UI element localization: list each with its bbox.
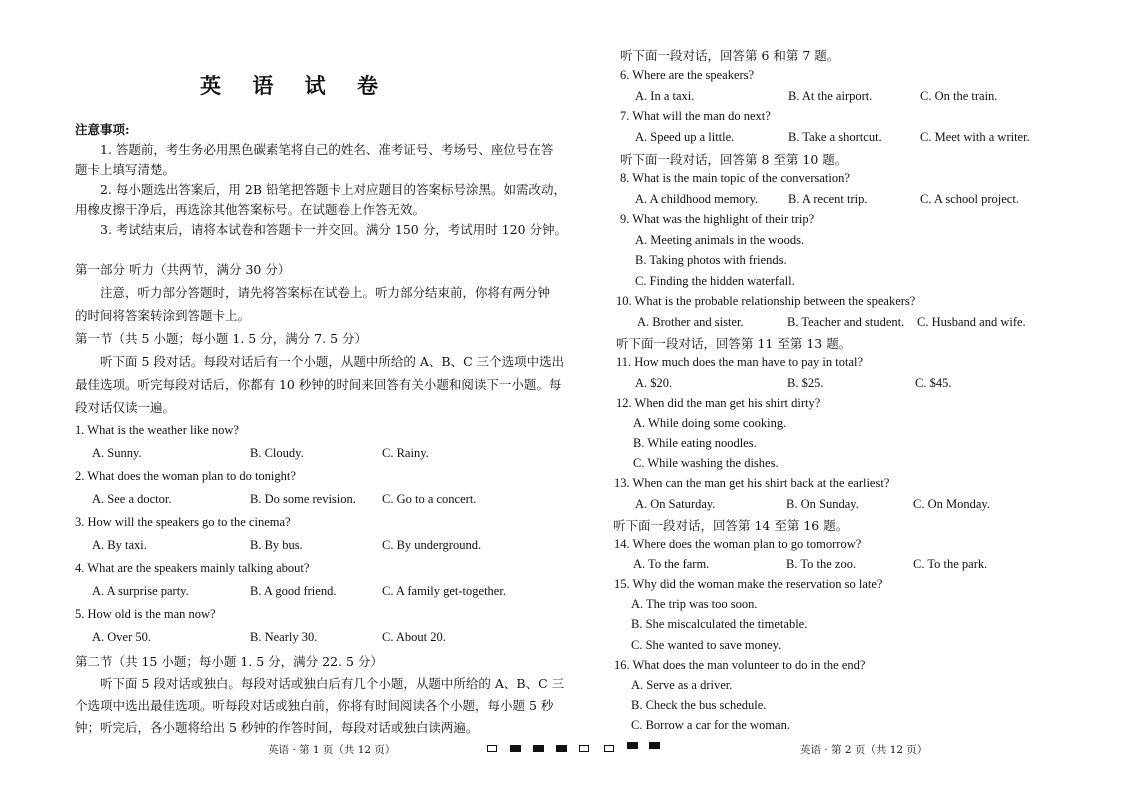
question-text: 11. How much does the man have to pay in total? [616,355,864,369]
scan-mark [579,745,589,752]
option-c: C. Meet with a writer. [920,130,1030,144]
option-c: C. A school project. [920,192,1019,206]
option-c: C. A family get-together. [382,584,506,598]
option-a: A. Over 50. [92,630,152,644]
page-footer-left: 英语 · 第 1 页（共 12 页） [268,744,396,756]
option-b: B. To the zoo. [786,557,857,571]
option-a: A. A childhood memory. [635,192,759,206]
option-c: C. To the park. [913,557,988,571]
question-text: 14. Where does the woman plan to go tomorrow? [614,537,862,551]
section1-instruction-c: 段对话仅读一遍。 [75,400,176,415]
lead-q11-13: 听下面一段对话，回答第 11 至第 13 题。 [616,336,852,351]
question-text: 9. What was the highlight of their trip? [620,212,815,226]
section1-instruction-b: 最佳选项。听完每段对话后，你都有 10 秒钟的时间来回答有关小题和阅读下一小题。每 [75,377,562,392]
option-c: C. On the train. [920,89,998,103]
lead-q8-10: 听下面一段对话，回答第 8 至第 10 题。 [620,152,848,167]
option-a: A. See a doctor. [92,492,172,506]
section2-heading: 第二节（共 15 小题；每小题 1. 5 分，满分 22. 5 分） [75,654,383,669]
question-text: 12. When did the man get his shirt dirty? [616,396,821,410]
option-b: B. Take a shortcut. [788,130,882,144]
question-text: 13. When can the man get his shirt back at the earliest? [614,476,890,490]
page-footer-right: 英语 · 第 2 页（共 12 页） [800,744,928,756]
option-a: A. On Saturday. [635,497,716,511]
lead-q6-7: 听下面一段对话，回答第 6 和第 7 题。 [620,48,840,63]
option-c: C. By underground. [382,538,482,552]
option-c: C. While washing the dishes. [633,456,779,470]
option-b: B. On Sunday. [786,497,859,511]
option-b: B. $25. [787,376,824,390]
question-text: 1. What is the weather like now? [75,423,239,437]
option-c: C. Finding the hidden waterfall. [635,274,795,288]
option-a: A. Serve as a driver. [631,678,733,692]
option-c: C. Go to a concert. [382,492,477,506]
section2-instruction-c: 钟；听完后，各小题将给出 5 秒钟的作答时间，每段对话或独白读两遍。 [75,720,479,735]
option-a: A. While doing some cooking. [633,416,787,430]
question-text: 4. What are the speakers mainly talking about? [75,561,310,575]
option-b: B. Cloudy. [250,446,304,460]
option-c: C. About 20. [382,630,446,644]
option-c: C. Borrow a car for the woman. [631,718,790,732]
question-text: 16. What does the man volunteer to do in the end? [614,658,866,672]
option-c: C. On Monday. [913,497,990,511]
option-a: A. The trip was too soon. [631,597,758,611]
notice-item-1b: 题卡上填写清楚。 [75,162,176,177]
part1-intro-a: 注意，听力部分答题时，请先将答案标在试卷上。听力部分结束前，你将有两分钟 [100,285,551,300]
option-c: C. Husband and wife. [917,315,1026,329]
notice-section [75,120,568,240]
notice-item-2b: 用橡皮擦干净后，再选涂其他答案标号。在试题卷上作答无效。 [75,202,426,217]
scan-mark [510,745,521,752]
notice-item-1a: 1. 答题前，考生务必用黑色碳素笔将自己的姓名、准考证号、考场号、座位号在答 [100,142,554,157]
lead-q14-16: 听下面一段对话，回答第 14 至第 16 题。 [613,518,849,533]
option-b: B. By bus. [250,538,303,552]
option-a: A. Brother and sister. [637,315,744,329]
option-a: A. A surprise party. [92,584,189,598]
question-text: 7. What will the man do next? [620,109,771,123]
scan-mark [533,745,544,752]
option-b: B. While eating noodles. [633,436,757,450]
scan-mark [556,745,567,752]
section1-instruction-a: 听下面 5 段对话。每段对话后有一个小题，从题中所给的 A、B、C 三个选项中选出 [100,354,565,369]
scan-mark [487,745,497,752]
option-b: B. Nearly 30. [250,630,318,644]
question-text: 6. Where are the speakers? [620,68,755,82]
option-b: B. At the airport. [788,89,873,103]
part1-section [75,259,565,419]
option-a: A. Speed up a little. [635,130,735,144]
option-b: B. A recent trip. [788,192,868,206]
option-b: B. She miscalculated the timetable. [631,617,808,631]
option-a: A. Meeting animals in the woods. [635,233,805,247]
option-b: B. Teacher and student. [787,315,905,329]
option-b: B. A good friend. [250,584,337,598]
question-text: 5. How old is the man now? [75,607,216,621]
part1-heading: 第一部分 听力（共两节，满分 30 分） [75,262,291,277]
question-text: 10. What is the probable relationship between the speakers? [616,294,916,308]
section2-instruction-a: 听下面 5 段对话或独白。每段对话或独白后有几个小题，从题中所给的 A、B、C 三 [100,676,565,691]
question-text: 8. What is the main topic of the conversation? [620,171,850,185]
section2-intro [75,651,565,739]
part1-intro-b: 的时间将答案转涂到答题卡上。 [75,308,251,323]
option-c: C. $45. [915,376,952,390]
page-right [590,0,1123,794]
option-a: A. Sunny. [92,446,142,460]
section2-instruction-b: 个选项中选出最佳选项。听每段对话或独白前，你将有时间阅读各个小题，每小题 5 秒 [75,698,554,713]
notice-item-3: 3. 考试结束后，请将本试卷和答题卡一并交回。满分 150 分，考试用时 120 分钟。 [100,222,568,237]
option-b: B. Do some revision. [250,492,356,506]
option-a: A. In a taxi. [635,89,695,103]
option-c: C. She wanted to save money. [631,638,782,652]
page-title: 英 语 试 卷 [200,73,390,98]
option-a: A. By taxi. [92,538,147,552]
question-text: 3. How will the speakers go to the cinema? [75,515,291,529]
notice-heading: 注意事项: [75,122,130,137]
option-b: B. Taking photos with friends. [635,253,787,267]
option-c: C. Rainy. [382,446,429,460]
question-text: 2. What does the woman plan to do tonight? [75,469,296,483]
question-text: 15. Why did the woman make the reservation so late? [614,577,883,591]
section1-heading: 第一节（共 5 小题；每小题 1. 5 分，满分 7. 5 分） [75,331,367,346]
option-a: A. To the farm. [633,557,710,571]
option-b: B. Check the bus schedule. [631,698,767,712]
option-a: A. $20. [635,376,673,390]
notice-item-2a: 2. 每小题选出答案后，用 2B 铅笔把答题卡上对应题目的答案标号涂黑。如需改动， [100,182,566,197]
